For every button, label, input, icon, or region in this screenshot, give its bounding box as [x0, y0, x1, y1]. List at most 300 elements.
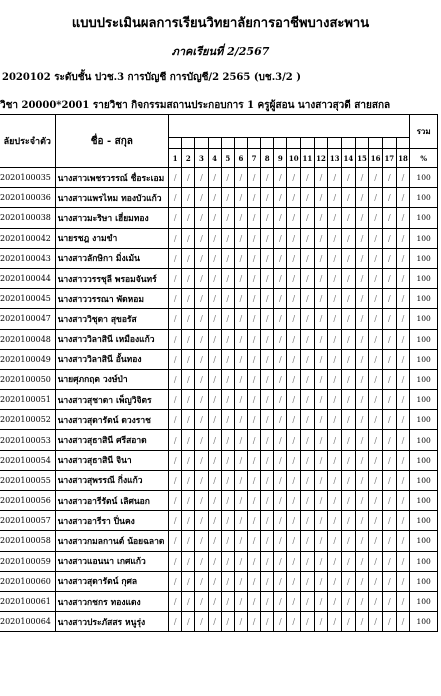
attendance-mark: / [396, 228, 410, 248]
attendance-mark: / [301, 349, 315, 369]
header-subcell [396, 138, 410, 149]
attendance-mark: / [208, 208, 221, 228]
attendance-mark: / [314, 470, 328, 490]
attendance-mark: / [234, 410, 247, 430]
column-number: 9 [274, 149, 287, 168]
attendance-mark: / [301, 248, 315, 268]
attendance-mark: / [261, 309, 274, 329]
attendance-mark: / [221, 390, 234, 410]
column-number: 17 [382, 149, 396, 168]
attendance-mark: / [287, 208, 301, 228]
attendance-mark: / [221, 309, 234, 329]
attendance-mark: / [342, 591, 356, 611]
attendance-mark: / [261, 369, 274, 389]
attendance-mark: / [208, 551, 221, 571]
attendance-mark: / [169, 248, 182, 268]
attendance-mark: / [182, 511, 195, 531]
student-id: 2020100052 [0, 410, 55, 430]
attendance-mark: / [396, 491, 410, 511]
attendance-mark: / [261, 531, 274, 551]
header-total: รวม [410, 115, 438, 149]
student-id: 2020100048 [0, 329, 55, 349]
header-subcell [208, 138, 221, 149]
attendance-mark: / [274, 430, 287, 450]
attendance-mark: / [382, 289, 396, 309]
table-row [0, 511, 438, 531]
attendance-mark: / [208, 188, 221, 208]
attendance-mark: / [182, 450, 195, 470]
table-row [0, 309, 438, 329]
attendance-mark: / [314, 268, 328, 288]
attendance-mark: / [261, 329, 274, 349]
table-row [0, 571, 438, 591]
attendance-mark: / [355, 248, 369, 268]
student-name: นางสาวกมลกานต์ น้อยฉลาด [55, 531, 169, 551]
attendance-mark: / [234, 470, 247, 490]
attendance-mark: / [195, 329, 208, 349]
attendance-mark: / [234, 551, 247, 571]
attendance-mark: / [208, 612, 221, 632]
student-id: 2020100042 [0, 228, 55, 248]
attendance-mark: / [274, 531, 287, 551]
header-blank [169, 115, 410, 138]
attendance-mark: / [274, 289, 287, 309]
attendance-mark: / [261, 248, 274, 268]
attendance-mark: / [208, 248, 221, 268]
attendance-mark: / [355, 470, 369, 490]
attendance-mark: / [328, 470, 342, 490]
header-subcell [382, 138, 396, 149]
attendance-mark: / [355, 430, 369, 450]
attendance-mark: / [182, 390, 195, 410]
attendance-mark: / [169, 511, 182, 531]
attendance-mark: / [369, 591, 383, 611]
attendance-mark: / [274, 571, 287, 591]
attendance-mark: / [369, 571, 383, 591]
attendance-mark: / [182, 591, 195, 611]
attendance-mark: / [342, 248, 356, 268]
attendance-mark: / [247, 511, 260, 531]
student-total: 100 [410, 208, 438, 228]
attendance-mark: / [274, 491, 287, 511]
attendance-mark: / [182, 188, 195, 208]
attendance-mark: / [287, 430, 301, 450]
student-total: 100 [410, 612, 438, 632]
attendance-mark: / [396, 208, 410, 228]
column-number: 7 [247, 149, 260, 168]
attendance-mark: / [274, 188, 287, 208]
attendance-mark: / [369, 390, 383, 410]
attendance-mark: / [396, 470, 410, 490]
attendance-mark: / [182, 571, 195, 591]
attendance-mark: / [301, 551, 315, 571]
header-subcell [195, 138, 208, 149]
attendance-mark: / [301, 168, 315, 188]
attendance-mark: / [314, 208, 328, 228]
attendance-mark: / [314, 410, 328, 430]
table-row [0, 228, 438, 248]
attendance-mark: / [287, 410, 301, 430]
attendance-mark: / [314, 248, 328, 268]
attendance-mark: / [195, 470, 208, 490]
student-total: 100 [410, 491, 438, 511]
attendance-mark: / [169, 450, 182, 470]
student-rows [0, 168, 438, 632]
attendance-mark: / [382, 531, 396, 551]
student-total: 100 [410, 551, 438, 571]
table-row [0, 168, 438, 188]
attendance-mark: / [234, 491, 247, 511]
attendance-mark: / [182, 491, 195, 511]
attendance-mark: / [221, 531, 234, 551]
attendance-mark: / [342, 491, 356, 511]
student-id: 2020100038 [0, 208, 55, 228]
table-row [0, 390, 438, 410]
attendance-mark: / [369, 531, 383, 551]
attendance-mark: / [342, 430, 356, 450]
attendance-mark: / [234, 511, 247, 531]
table-row [0, 208, 438, 228]
attendance-mark: / [355, 551, 369, 571]
attendance-mark: / [195, 450, 208, 470]
attendance-mark: / [261, 390, 274, 410]
student-name: นางสาวอารีรา ปิ่นคง [55, 511, 169, 531]
attendance-mark: / [314, 369, 328, 389]
attendance-mark: / [342, 410, 356, 430]
table-row [0, 470, 438, 490]
attendance-mark: / [234, 329, 247, 349]
attendance-mark: / [328, 612, 342, 632]
attendance-mark: / [328, 188, 342, 208]
attendance-mark: / [247, 430, 260, 450]
attendance-mark: / [382, 551, 396, 571]
attendance-mark: / [301, 450, 315, 470]
table-row [0, 612, 438, 632]
attendance-mark: / [208, 591, 221, 611]
student-name: นางสาวลักษิกา มิ่งเม้น [55, 248, 169, 268]
attendance-mark: / [195, 410, 208, 430]
grade-table [0, 114, 438, 632]
header-subcell [287, 138, 301, 149]
attendance-mark: / [301, 430, 315, 450]
student-id: 2020100035 [0, 168, 55, 188]
attendance-mark: / [342, 531, 356, 551]
attendance-mark: / [314, 511, 328, 531]
attendance-mark: / [261, 228, 274, 248]
attendance-mark: / [287, 168, 301, 188]
attendance-mark: / [396, 268, 410, 288]
attendance-mark: / [328, 491, 342, 511]
header-subcell [328, 138, 342, 149]
attendance-mark: / [221, 168, 234, 188]
attendance-mark: / [314, 349, 328, 369]
attendance-mark: / [382, 268, 396, 288]
attendance-mark: / [234, 591, 247, 611]
attendance-mark: / [301, 369, 315, 389]
attendance-mark: / [382, 228, 396, 248]
attendance-mark: / [301, 228, 315, 248]
attendance-mark: / [369, 309, 383, 329]
student-name: นางสาววิชุดา สุขอรัส [55, 309, 169, 329]
attendance-mark: / [247, 329, 260, 349]
attendance-mark: / [287, 591, 301, 611]
student-total: 100 [410, 470, 438, 490]
attendance-mark: / [274, 612, 287, 632]
student-total: 100 [410, 571, 438, 591]
attendance-mark: / [247, 410, 260, 430]
attendance-mark: / [169, 612, 182, 632]
attendance-mark: / [355, 410, 369, 430]
column-number: 14 [342, 149, 356, 168]
column-number: 18 [396, 149, 410, 168]
attendance-mark: / [342, 268, 356, 288]
student-name: นางสาวเพชรวรรณ์ ชื่อระเอม [55, 168, 169, 188]
attendance-mark: / [342, 470, 356, 490]
attendance-mark: / [396, 511, 410, 531]
attendance-mark: / [382, 571, 396, 591]
attendance-mark: / [314, 430, 328, 450]
attendance-mark: / [169, 228, 182, 248]
attendance-mark: / [301, 309, 315, 329]
attendance-mark: / [195, 188, 208, 208]
attendance-mark: / [195, 571, 208, 591]
student-name: นางสาวสุพรรณี กิ่งแก้ว [55, 470, 169, 490]
attendance-mark: / [208, 491, 221, 511]
attendance-mark: / [169, 309, 182, 329]
attendance-mark: / [234, 349, 247, 369]
student-name: นางสาวอารีรัตน์ เลิศนอก [55, 491, 169, 511]
attendance-mark: / [328, 248, 342, 268]
attendance-mark: / [355, 531, 369, 551]
student-name: นางสาวสุธาสินี ศรีสอาด [55, 430, 169, 450]
attendance-mark: / [182, 309, 195, 329]
attendance-mark: / [234, 188, 247, 208]
attendance-mark: / [195, 511, 208, 531]
attendance-mark: / [195, 491, 208, 511]
attendance-mark: / [234, 208, 247, 228]
student-total: 100 [410, 248, 438, 268]
attendance-mark: / [247, 551, 260, 571]
header-subcell [182, 138, 195, 149]
attendance-mark: / [382, 430, 396, 450]
attendance-mark: / [234, 248, 247, 268]
attendance-mark: / [182, 410, 195, 430]
attendance-mark: / [342, 208, 356, 228]
attendance-mark: / [355, 571, 369, 591]
attendance-mark: / [342, 551, 356, 571]
column-number: 3 [195, 149, 208, 168]
attendance-mark: / [208, 470, 221, 490]
student-total: 100 [410, 390, 438, 410]
attendance-mark: / [301, 591, 315, 611]
attendance-mark: / [355, 349, 369, 369]
attendance-mark: / [314, 329, 328, 349]
attendance-mark: / [287, 228, 301, 248]
attendance-mark: / [382, 309, 396, 329]
attendance-mark: / [287, 188, 301, 208]
attendance-mark: / [169, 551, 182, 571]
student-total: 100 [410, 329, 438, 349]
attendance-mark: / [195, 349, 208, 369]
attendance-mark: / [314, 551, 328, 571]
attendance-mark: / [169, 349, 182, 369]
student-name: นางสาวแอนนา เกศแก้ว [55, 551, 169, 571]
attendance-mark: / [221, 349, 234, 369]
attendance-mark: / [396, 168, 410, 188]
attendance-mark: / [261, 551, 274, 571]
attendance-mark: / [221, 188, 234, 208]
attendance-mark: / [274, 511, 287, 531]
attendance-mark: / [287, 470, 301, 490]
student-id: 2020100064 [0, 612, 55, 632]
attendance-mark: / [195, 248, 208, 268]
attendance-mark: / [208, 369, 221, 389]
attendance-mark: / [355, 208, 369, 228]
attendance-mark: / [169, 531, 182, 551]
attendance-mark: / [369, 612, 383, 632]
attendance-mark: / [396, 612, 410, 632]
attendance-mark: / [221, 551, 234, 571]
attendance-mark: / [342, 188, 356, 208]
attendance-mark: / [234, 450, 247, 470]
header-student-id: ลัยประจำตัว [0, 115, 55, 168]
attendance-mark: / [261, 491, 274, 511]
attendance-mark: / [301, 390, 315, 410]
attendance-mark: / [369, 511, 383, 531]
attendance-mark: / [355, 450, 369, 470]
table-row [0, 289, 438, 309]
attendance-mark: / [221, 571, 234, 591]
attendance-mark: / [208, 450, 221, 470]
attendance-mark: / [208, 289, 221, 309]
attendance-mark: / [301, 329, 315, 349]
attendance-mark: / [355, 268, 369, 288]
attendance-mark: / [342, 168, 356, 188]
attendance-mark: / [369, 268, 383, 288]
attendance-mark: / [274, 228, 287, 248]
attendance-mark: / [261, 511, 274, 531]
attendance-mark: / [396, 450, 410, 470]
table-row [0, 248, 438, 268]
student-id: 2020100045 [0, 289, 55, 309]
table-row [0, 369, 438, 389]
header-subcell [342, 138, 356, 149]
attendance-mark: / [369, 228, 383, 248]
attendance-mark: / [208, 511, 221, 531]
attendance-mark: / [328, 309, 342, 329]
attendance-mark: / [234, 268, 247, 288]
attendance-mark: / [382, 450, 396, 470]
header-subcell [234, 138, 247, 149]
attendance-mark: / [274, 591, 287, 611]
header-subcell [369, 138, 383, 149]
attendance-mark: / [301, 289, 315, 309]
attendance-mark: / [369, 289, 383, 309]
attendance-mark: / [208, 571, 221, 591]
attendance-mark: / [221, 289, 234, 309]
attendance-mark: / [195, 309, 208, 329]
attendance-mark: / [182, 551, 195, 571]
student-id: 2020100055 [0, 470, 55, 490]
attendance-mark: / [247, 450, 260, 470]
attendance-mark: / [369, 430, 383, 450]
attendance-mark: / [208, 168, 221, 188]
attendance-mark: / [261, 410, 274, 430]
attendance-mark: / [261, 188, 274, 208]
attendance-mark: / [261, 470, 274, 490]
attendance-mark: / [382, 410, 396, 430]
attendance-mark: / [221, 470, 234, 490]
attendance-mark: / [195, 390, 208, 410]
attendance-mark: / [287, 531, 301, 551]
attendance-mark: / [208, 349, 221, 369]
attendance-mark: / [221, 329, 234, 349]
header-subcell [169, 138, 182, 149]
attendance-mark: / [369, 208, 383, 228]
student-total: 100 [410, 268, 438, 288]
column-number: 8 [261, 149, 274, 168]
attendance-mark: / [208, 329, 221, 349]
student-name: นางสาววรรณา พัดหอม [55, 289, 169, 309]
table-row [0, 188, 438, 208]
attendance-mark: / [195, 551, 208, 571]
attendance-mark: / [169, 188, 182, 208]
attendance-mark: / [182, 228, 195, 248]
attendance-mark: / [221, 612, 234, 632]
attendance-mark: / [328, 329, 342, 349]
attendance-mark: / [208, 410, 221, 430]
attendance-mark: / [234, 571, 247, 591]
attendance-mark: / [382, 248, 396, 268]
attendance-mark: / [274, 369, 287, 389]
attendance-mark: / [169, 208, 182, 228]
attendance-mark: / [396, 410, 410, 430]
attendance-mark: / [221, 450, 234, 470]
student-name: นางสาววรรชุลี พรอมจันทร์ [55, 268, 169, 288]
attendance-mark: / [247, 491, 260, 511]
attendance-mark: / [314, 228, 328, 248]
attendance-mark: / [382, 168, 396, 188]
student-name: นางสาวกชกร ทองแดง [55, 591, 169, 611]
attendance-mark: / [328, 571, 342, 591]
attendance-mark: / [301, 410, 315, 430]
attendance-mark: / [287, 571, 301, 591]
attendance-mark: / [328, 511, 342, 531]
header-name: ชื่อ - สกุล [55, 115, 169, 168]
attendance-mark: / [208, 390, 221, 410]
attendance-mark: / [301, 188, 315, 208]
attendance-mark: / [301, 612, 315, 632]
attendance-mark: / [382, 208, 396, 228]
attendance-mark: / [301, 208, 315, 228]
student-id: 2020100047 [0, 309, 55, 329]
attendance-mark: / [234, 612, 247, 632]
attendance-mark: / [195, 289, 208, 309]
attendance-mark: / [221, 248, 234, 268]
attendance-mark: / [169, 410, 182, 430]
table-row [0, 349, 438, 369]
student-total: 100 [410, 188, 438, 208]
attendance-mark: / [261, 268, 274, 288]
attendance-mark: / [195, 531, 208, 551]
attendance-mark: / [369, 410, 383, 430]
attendance-mark: / [342, 349, 356, 369]
attendance-mark: / [247, 349, 260, 369]
attendance-mark: / [261, 450, 274, 470]
attendance-mark: / [382, 511, 396, 531]
attendance-mark: / [396, 571, 410, 591]
student-id: 2020100049 [0, 349, 55, 369]
